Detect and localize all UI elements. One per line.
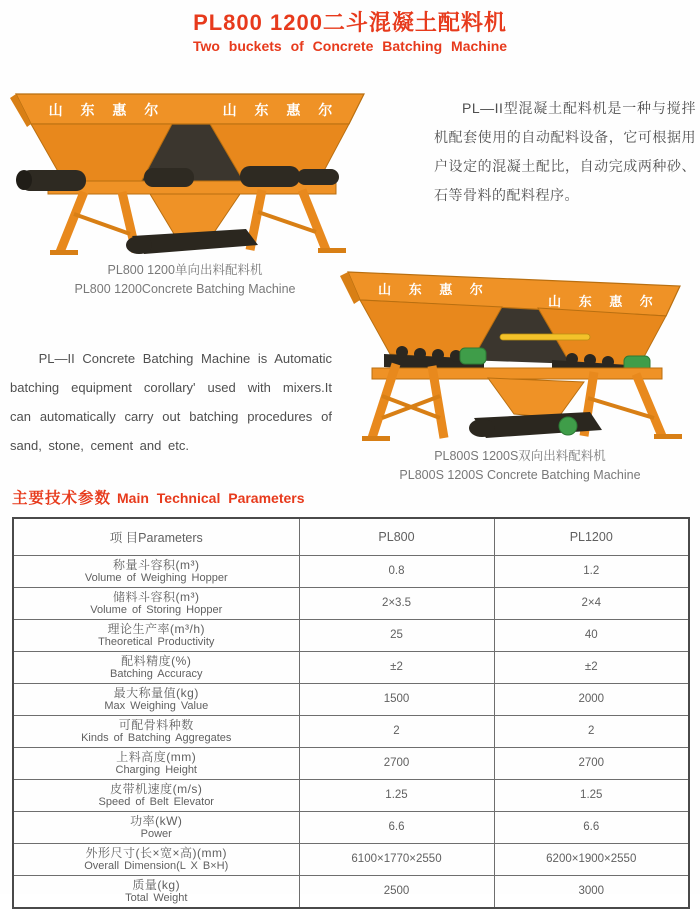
param-cn: 质量(kg) — [132, 877, 181, 892]
header-parameters: 项 目Parameters — [13, 518, 299, 555]
param-en: Max Weighing Value — [104, 699, 209, 712]
machine1-caption-cn: PL800 1200单向出料配料机 — [107, 263, 263, 277]
machine2-caption-cn: PL800S 1200S双向出料配料机 — [434, 449, 606, 463]
param-cn: 可配骨料种数 — [118, 717, 194, 732]
param-cn: 最大称量值(kg) — [113, 685, 199, 700]
value-pl1200: 3000 — [494, 875, 689, 908]
param-cn: 皮带机速度(m/s) — [110, 781, 203, 796]
belt-pulley — [469, 419, 495, 437]
foot — [50, 250, 78, 255]
param-en: Total Weight — [125, 891, 188, 904]
value-pl800: 1500 — [299, 683, 494, 715]
table-row — [13, 715, 689, 747]
machine1-caption — [20, 261, 350, 299]
value-pl800: 25 — [299, 619, 494, 651]
frame-beam — [372, 368, 662, 379]
discharge-hopper — [150, 194, 240, 234]
param-cn: 外形尺寸(长×宽×高)(mm) — [85, 845, 227, 860]
param-en: Volume of Storing Hopper — [90, 603, 223, 616]
header-pl800: PL800 — [299, 518, 494, 555]
machine-photo-pl800s-1200s — [332, 246, 698, 444]
belt-pulley — [126, 236, 152, 254]
param-cn: 配料精度(%) — [121, 653, 192, 668]
value-pl1200: ±2 — [494, 651, 689, 683]
param-cn: 称量斗容积(m³) — [113, 557, 200, 572]
table-row — [13, 619, 689, 651]
value-pl800: 1.25 — [299, 779, 494, 811]
section-heading-cn: 主要技术参数 — [12, 490, 112, 507]
value-pl1200: 1.25 — [494, 779, 689, 811]
table-row — [13, 747, 689, 779]
page-title-block — [0, 6, 700, 54]
table-row — [13, 843, 689, 875]
machine2-caption-en: PL800S 1200S Concrete Batching Machine — [399, 468, 641, 482]
intro-paragraph-cn: PL—II型混凝土配料机是一种与搅拌机配套使用的自动配料设备，它可根据用户设定的混凝土配比，自动完成两种砂、石等骨料的配料程序。 — [434, 100, 696, 203]
table-row — [13, 555, 689, 587]
page-title: PL800 1200二斗混凝土配料机 — [193, 10, 507, 35]
intro-paragraph-en: PL—II Concrete Batching Machine is Automatic batching equipment corollary' used with mixers.It can automatically carry out batching procedures of sand, stone, cement and etc. — [10, 351, 332, 453]
value-pl1200: 2000 — [494, 683, 689, 715]
param-cn: 储料斗容积(m³) — [113, 589, 200, 604]
machine2-caption — [355, 447, 685, 485]
value-pl800: 0.8 — [299, 555, 494, 587]
section-heading-en: Main Technical Parameters — [117, 490, 305, 506]
value-pl1200: 6.6 — [494, 811, 689, 843]
param-cn: 上料高度(mm) — [116, 749, 197, 764]
value-pl1200: 6200×1900×2550 — [494, 843, 689, 875]
param-cn: 功率(kW) — [130, 813, 183, 828]
param-en: Overall Dimension(L X B×H) — [84, 859, 229, 872]
page-subtitle: Two buckets of Concrete Batching Machine — [192, 38, 508, 54]
table-row — [13, 683, 689, 715]
table-row — [13, 651, 689, 683]
param-en: Kinds of Batching Aggregates — [81, 731, 232, 744]
roller-end — [16, 170, 32, 190]
discharge-hopper — [488, 378, 584, 418]
value-pl1200: 2×4 — [494, 587, 689, 619]
cylinder-rail — [500, 334, 590, 340]
value-pl800: 2500 — [299, 875, 494, 908]
value-pl1200: 2700 — [494, 747, 689, 779]
param-en: Speed of Belt Elevator — [98, 795, 214, 808]
value-pl1200: 40 — [494, 619, 689, 651]
brand-label: 山 东 惠 尔 — [548, 294, 660, 309]
value-pl800: 2700 — [299, 747, 494, 779]
value-pl1200: 2 — [494, 715, 689, 747]
param-en: Batching Accuracy — [110, 667, 203, 680]
section-heading — [12, 486, 305, 508]
brand-label: 山 东 惠 尔 — [48, 102, 166, 118]
value-pl800: 6100×1770×2550 — [299, 843, 494, 875]
brand-label: 山 东 惠 尔 — [222, 102, 340, 118]
value-pl800: 2 — [299, 715, 494, 747]
table-row — [13, 587, 689, 619]
param-en: Power — [140, 827, 172, 840]
foot — [654, 434, 682, 439]
param-cn: 理论生产率(m³/h) — [107, 621, 205, 636]
parameters-table — [12, 517, 690, 909]
table-row — [13, 811, 689, 843]
value-pl800: ±2 — [299, 651, 494, 683]
param-en: Volume of Weighing Hopper — [84, 571, 228, 584]
value-pl800: 6.6 — [299, 811, 494, 843]
machine1-caption-en: PL800 1200Concrete Batching Machine — [74, 282, 296, 296]
brand-label: 山 东 惠 尔 — [378, 282, 490, 297]
value-pl1200: 1.2 — [494, 555, 689, 587]
param-en: Theoretical Productivity — [98, 635, 215, 648]
param-en: Charging Height — [115, 763, 197, 776]
machine-photo-pl800-1200 — [4, 84, 376, 258]
table-row — [13, 779, 689, 811]
header-pl1200: PL1200 — [494, 518, 689, 555]
value-pl800: 2×3.5 — [299, 587, 494, 619]
belt-motor — [559, 417, 577, 435]
table-header-row — [13, 518, 689, 555]
foot — [362, 436, 390, 441]
table-row — [13, 875, 689, 908]
